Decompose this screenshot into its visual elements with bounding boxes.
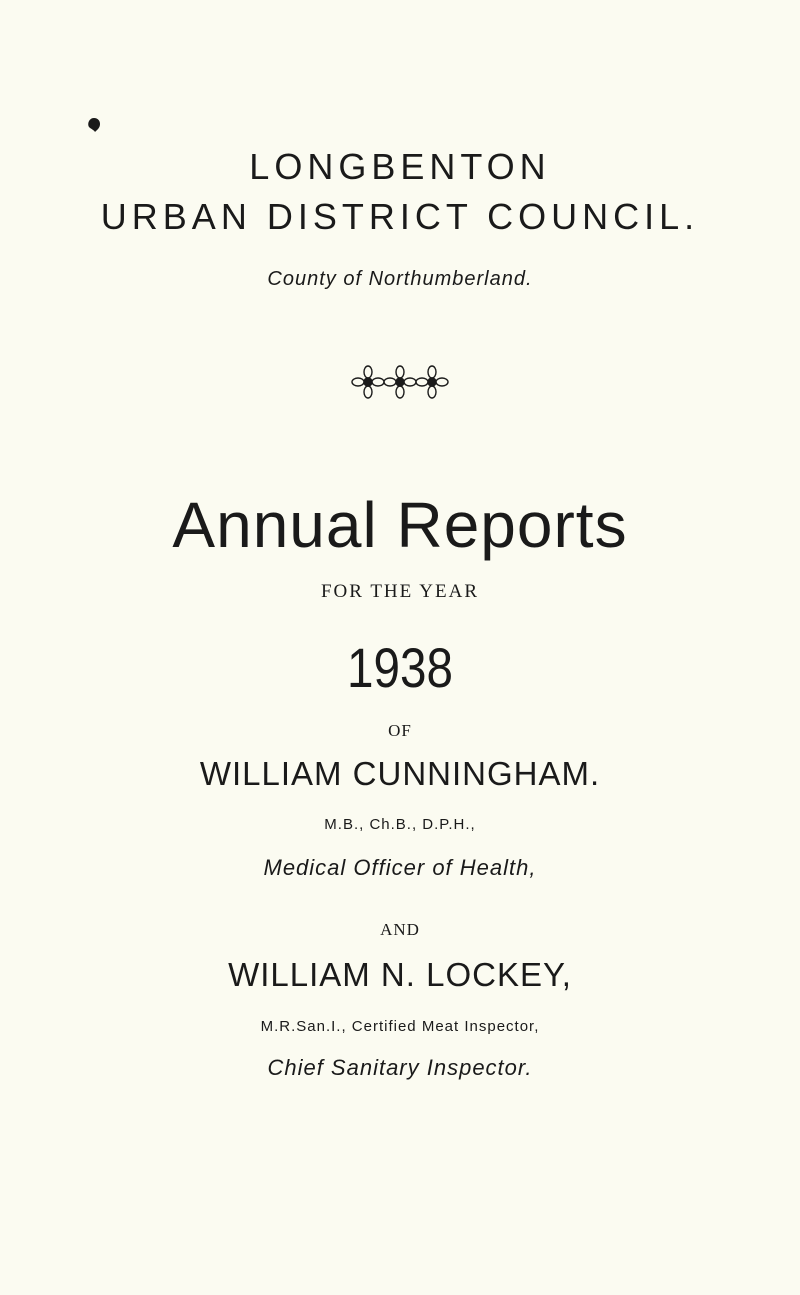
and-label: AND <box>380 920 420 939</box>
sanitary-inspector-title: Chief Sanitary Inspector. <box>267 1055 533 1080</box>
for-the-year-label: FOR THE YEAR <box>320 581 480 602</box>
sanitary-inspector-name: WILLIAM N. LOCKEY, <box>228 956 572 993</box>
report-title: Annual Reports <box>172 489 628 561</box>
floral-divider-icon <box>340 362 460 402</box>
medical-officer-qualifications: M.B., Ch.B., D.P.H., <box>324 816 476 833</box>
ink-blot-icon <box>87 117 101 133</box>
of-label: OF <box>388 721 412 740</box>
sanitary-inspector-qualifications: M.R.San.I., Certified Meat Inspector, <box>260 1018 540 1035</box>
medical-officer-name: WILLIAM CUNNINGHAM. <box>199 755 601 792</box>
council-name-line2: URBAN DISTRICT COUNCIL. <box>100 196 700 237</box>
council-name-line1: LONGBENTON <box>249 146 551 187</box>
county-subtitle: County of Northumberland. <box>267 268 533 290</box>
report-year: 1938 <box>347 636 453 699</box>
medical-officer-title: Medical Officer of Health, <box>263 855 537 880</box>
